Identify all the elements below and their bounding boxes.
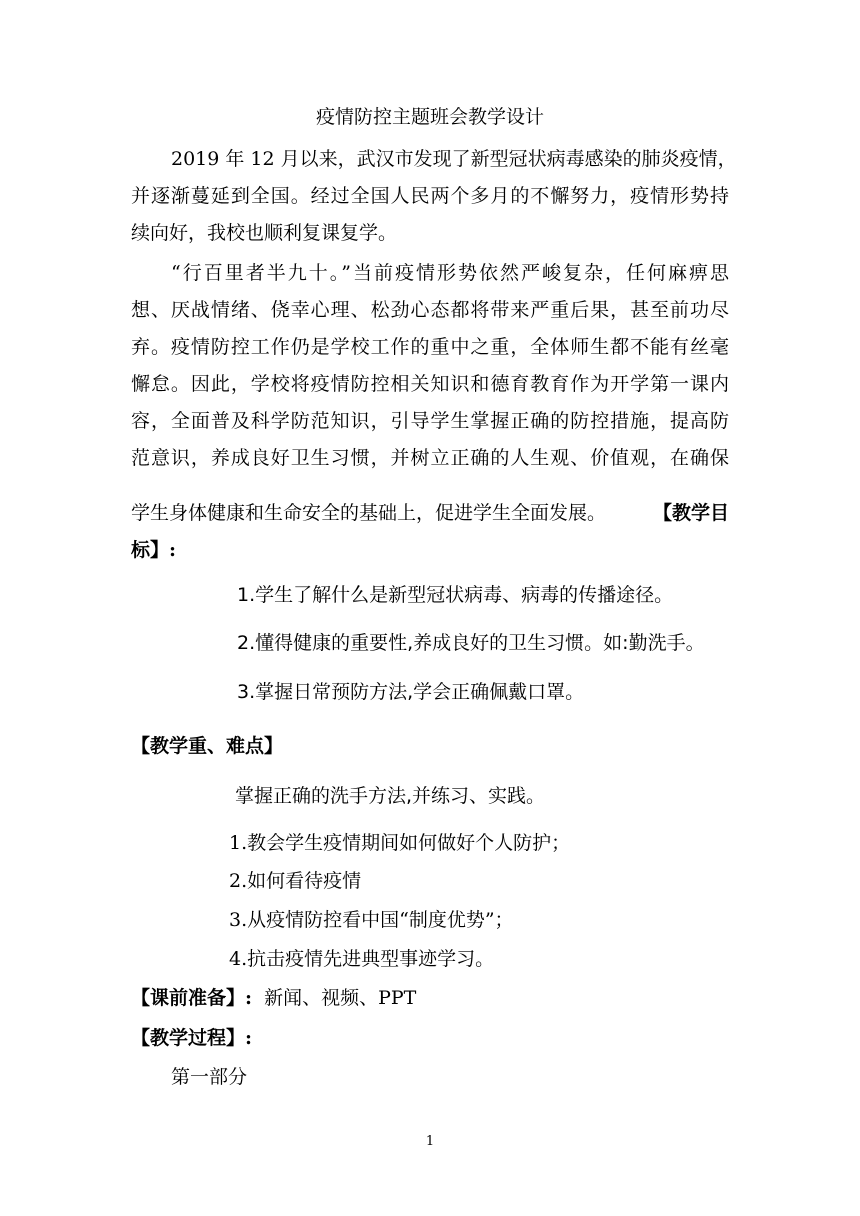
- goals-heading-start: 【教学目: [652, 502, 729, 524]
- process-heading: 【教学过程】:: [131, 1027, 253, 1049]
- step-item-3: 3.从疫情防控看中国“制度优势”；: [229, 909, 514, 931]
- para2-line-2: 想、厌战情绪、侥幸心理、松劲心态都将带来严重后果，甚至前功尽: [131, 299, 729, 321]
- page-number: 1: [425, 1134, 435, 1149]
- key-points-heading: 【教学重、难点】: [131, 735, 284, 757]
- para2-line-4: 懈怠。因此，学校将疫情防控相关知识和德育教育作为开学第一课内: [131, 373, 729, 395]
- para2-line-1: “行百里者半九十。”当前疫情形势依然严峻复杂，任何麻痹思: [171, 262, 729, 284]
- goal-item-1: 1.学生了解什么是新型冠状病毒、病毒的传播途径。: [237, 584, 674, 606]
- intro-line-3: 续向好，我校也顺利复课复学。: [131, 222, 398, 244]
- intro-line-2: 并逐渐蔓延到全国。经过全国人民两个多月的不懈努力，疫情形势持: [131, 185, 729, 207]
- para2-line-7: [131, 502, 729, 524]
- document-title: 疫情防控主题班会教学设计: [315, 106, 544, 128]
- para2-line-3: 弃。疫情防控工作仍是学校工作的重中之重，全体师生都不能有丝毫: [131, 336, 729, 358]
- goal-item-2: 2.懂得健康的重要性,养成良好的卫生习惯。如:勤洗手。: [237, 632, 705, 654]
- prep-heading: 【课前准备】:: [131, 987, 253, 1009]
- step-item-2: 2.如何看待疫情: [229, 870, 362, 892]
- goal-item-2b: 3.掌握日常预防方法,学会正确佩戴口罩。: [237, 681, 585, 703]
- prep-content: 新闻、视频、PPT: [264, 987, 417, 1009]
- para2-last-text: 学生身体健康和生命安全的基础上，促进学生全面发展。: [131, 502, 607, 524]
- prep-line: [131, 987, 416, 1009]
- para2-line-6: 范意识，养成良好卫生习惯，并树立正确的人生观、价值观，在确保: [131, 447, 729, 469]
- goals-heading-end: 标】:: [131, 539, 177, 561]
- step-item-4: 4.抗击疫情先进典型事迹学习。: [229, 948, 495, 970]
- part-one-label: 第一部分: [171, 1066, 248, 1088]
- para2-line-5: 容，全面普及科学防范知识，引导学生掌握正确的防控措施，提高防: [131, 410, 729, 432]
- step-item-1: 1.教会学生疫情期间如何做好个人防护；: [229, 832, 571, 854]
- intro-line-1: 2019 年 12 月以来，武汉市发现了新型冠状病毒感染的肺炎疫情，: [171, 148, 737, 170]
- key-point-item: 掌握正确的洗手方法,并练习、实践。: [235, 785, 546, 807]
